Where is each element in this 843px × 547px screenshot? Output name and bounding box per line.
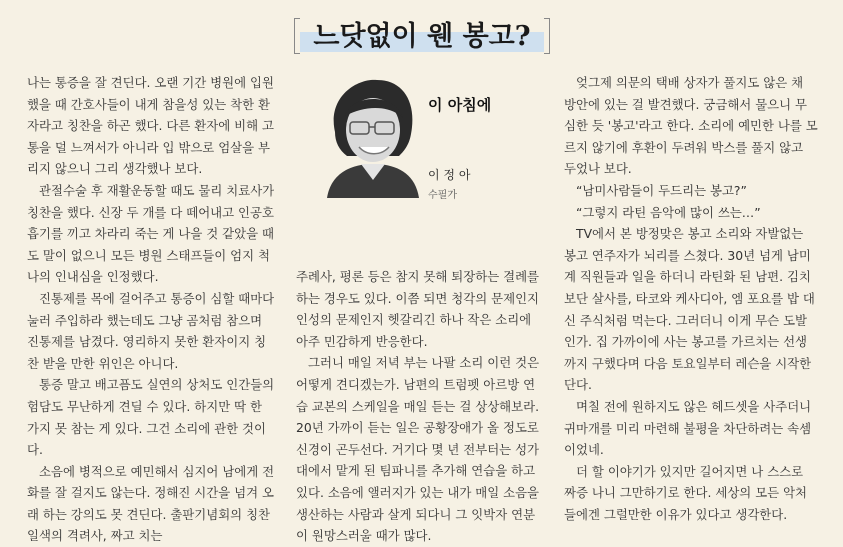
paragraph: 그러니 매일 저녁 부는 나팔 소리 이런 것은 어떻게 견디겠는가. 남편의 트럼펫 아르방 연습 교본의 스케일을 매일 듣는 걸 상상해보라. 20년 가까이 듣는 일은 공황장애가 올 정도로 신경이 곤두선다. 거기다 몇 년 전부터는 성가대에서 맡게 된 팀파니를 추가해 연습을 하고 있다. 소음에 앨러지가 있는 내가 매일 소음을 생산하는 사람과 살게 되다니 그 잇박자 연분이 원망스러울 때가 많다.	[296, 355, 540, 544]
paragraph: 나는 통증을 잘 견딘다. 오랜 기간 병원에 입원했을 때 간호사들이 내게 참을성 있는 착한 환자라고 칭찬을 하곤 했다. 다른 환자에 비해 고통을 덜 느껴서가 아니라 입 밖으로 엄살을 부리지 않으니 그리 생각했나 보다.	[27, 75, 274, 177]
column-title: 이 아침에	[428, 96, 492, 114]
dialogue-line: “그렇지 라틴 음악에 많이 쓰는…”	[576, 204, 761, 220]
text-column-3	[564, 72, 818, 525]
author-name: 이 정 아	[428, 168, 471, 182]
author-portrait	[317, 72, 425, 198]
paragraph: TV에서 본 방정맞은 봉고 소리와 자발없는 봉고 연주자가 뇌리를 스쳤다. 30년 넘게 남미계 직원들과 일을 하더니 라틴화 된 남편. 김치보단 살사를, 타코와 케사디아, 엠 포요를 밥 대신 주식처럼 먹는다. 그러더니 이게 무슨 도발인가. 집 가까이에 사는 봉고를 가르치는 선생까지 구했다며 다음 토요일부터 레슨을 시작한단다.	[564, 226, 815, 393]
headline: 느닷없이 웬 봉고?	[313, 21, 531, 52]
headline-bracket-right	[544, 18, 550, 54]
text-column-1	[27, 72, 276, 547]
paragraph: 통증 말고 배고픔도 실연의 상처도 인간들의 험담도 무난하게 견딜 수 있다. 하지만 딱 한 가지 못 참는 게 있다. 그건 소리에 관한 것이다.	[27, 377, 275, 458]
text-column-2	[296, 266, 546, 547]
paragraph: 더 할 이야기가 있지만 길어지면 나 스스로 짜증 나니 그만하기로 한다. 세상의 모든 악처들에겐 그럴만한 이유가 있다고 생각한다.	[564, 463, 808, 522]
paragraph: 며칠 전에 원하지도 않은 헤드셋을 사주더니 귀마개를 미리 마련해 불평을 차단하려는 속셈이었네.	[564, 398, 812, 458]
author-role: 수필가	[428, 190, 457, 201]
headline-block	[300, 12, 544, 56]
author-profile	[297, 72, 547, 262]
paragraph: 소음에 병적으로 예민해서 심지어 남에게 전화를 잘 걸지도 않는다. 정해진 시간을 넘겨 오래 하는 강의도 못 견딘다. 출판기념회의 칭찬 일색의 격려사, 짜고 치는	[27, 463, 275, 544]
paragraph: 관절수술 후 재활운동할 때도 물리 치료사가 칭찬을 했다. 신장 두 개를 다 떼어내고 인공호흡기를 끼고 차라리 죽는 게 나을 것 같았을 때도 말이 없으니 모든 병원 스태프들이 엄지 척 나의 인내심을 인정했다.	[27, 182, 275, 285]
paragraph: 주례사, 평론 등은 참지 못해 퇴장하는 결례를 하는 경우도 있다. 이쯤 되면 청각의 문제인지 인성의 문제인지 헷갈리긴 하나 작은 소리에 아주 민감하게 반응한다.	[296, 269, 540, 349]
dialogue-line: “남미사람들이 두드리는 봉고?”	[576, 182, 747, 198]
paragraph: 진통제를 목에 걸어주고 통증이 심할 때마다 눌러 주입하라 했는데도 그냥 곰처럼 참으며 진통제를 남겼다. 영리하지 못한 환자이지 칭찬 받을 만한 위인은 아니다.	[27, 290, 275, 371]
paragraph: 엊그제 의문의 택배 상자가 풀지도 않은 채 방안에 있는 걸 발견했다. 궁금해서 물으니 무심한 듯 '봉고'라고 한다. 소리에 예민한 나를 모르지 않기에 후환이 두려워 박스를 풀지 않고 두었나 보다.	[564, 75, 818, 177]
